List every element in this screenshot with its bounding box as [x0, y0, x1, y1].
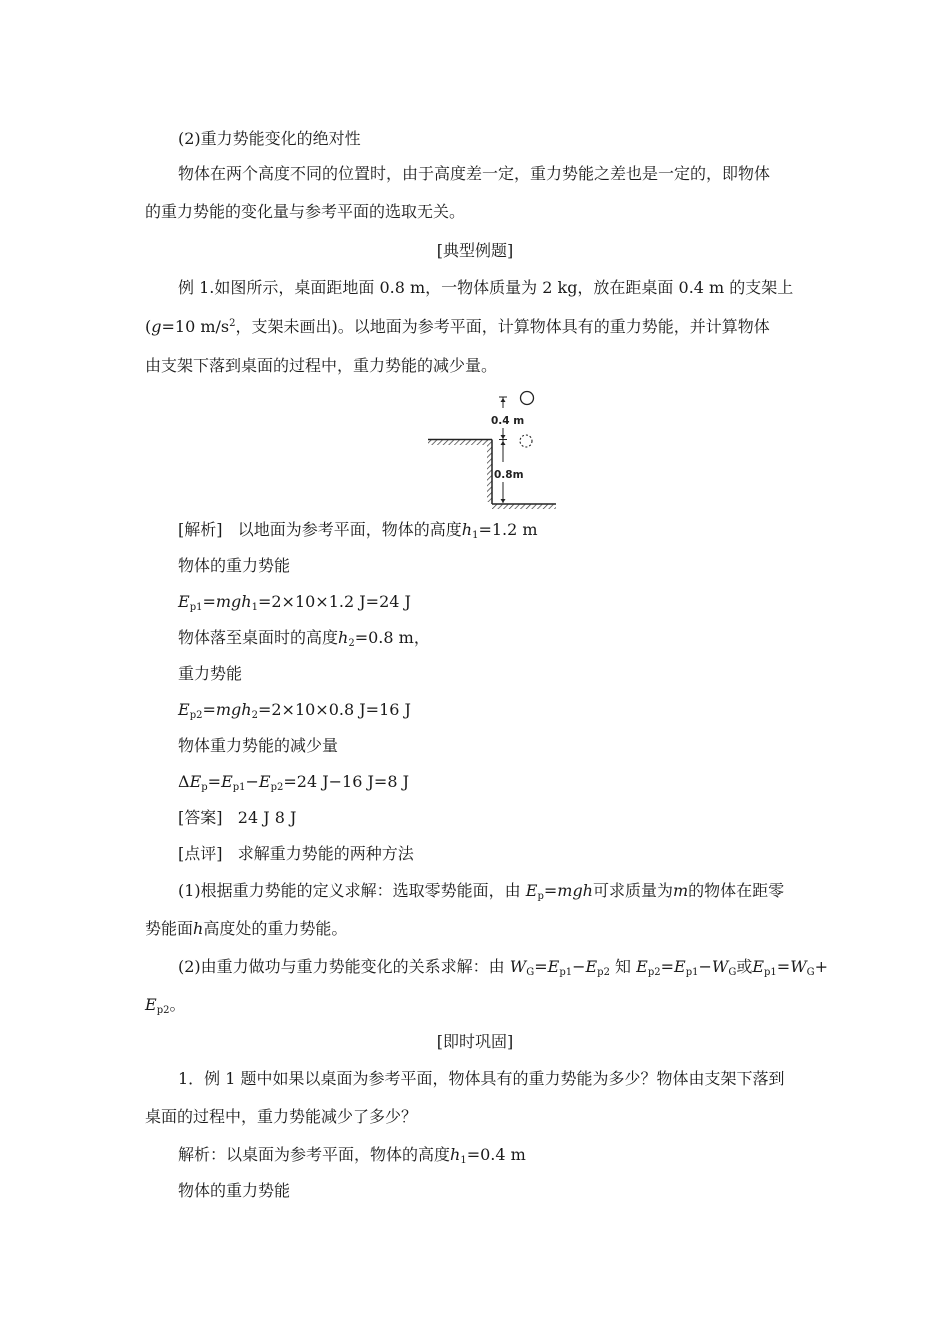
method-1-line — [145, 918, 347, 940]
operator: = — [202, 592, 216, 611]
text-span: 知 — [615, 957, 632, 976]
var-E: E — [525, 881, 538, 900]
var-E: E — [752, 957, 765, 976]
operator: − — [572, 957, 586, 976]
operator: + — [814, 957, 829, 976]
example-header: [典型例题] — [436, 241, 514, 260]
answer-value: 24 J 8 J — [237, 808, 297, 827]
answer-line — [178, 807, 296, 829]
subscript: p1 — [559, 967, 573, 978]
subscript: 1 — [251, 602, 258, 613]
ball-on-support — [521, 392, 534, 405]
text-span: 。 — [169, 995, 186, 1014]
subscript: p — [201, 782, 208, 793]
text-span: 可求质量为 — [592, 881, 673, 900]
formula-line — [178, 699, 411, 721]
var-h: h — [450, 1145, 461, 1164]
var-m: m — [673, 881, 689, 900]
formula-line — [178, 771, 409, 793]
text-span: =10 m/s — [161, 317, 230, 336]
var-h: h — [193, 919, 204, 938]
text-span: (2)由重力做功与重力势能变化的关系求解：由 — [178, 957, 505, 976]
subscript: p — [537, 891, 544, 902]
formula-line — [178, 591, 411, 613]
value-span: =2×10×1.2 J=24 J — [257, 592, 411, 611]
practice-answer-line — [178, 1144, 526, 1166]
var-W: W — [711, 957, 729, 976]
physics-figure — [428, 386, 560, 510]
operator: − — [245, 772, 259, 791]
subscript: 2 — [348, 638, 355, 649]
practice-question-line: 桌面的过程中，重力势能减少了多少？ — [145, 1107, 418, 1126]
text-span: 物体落至桌面时的高度 — [178, 628, 339, 647]
example-question-line: 例 1.如图所示，桌面距地面 0.8 m，一物体质量为 2 kg，放在距桌面 0.4 m 的支架上 — [178, 278, 794, 297]
paragraph-line: 的重力势能的变化量与参考平面的选取无关。 — [145, 202, 466, 221]
subscript: p1 — [764, 967, 777, 978]
arrow-head — [501, 398, 506, 402]
method-2-line — [178, 956, 828, 978]
arrow-head — [501, 435, 506, 439]
delta-symbol: Δ — [178, 772, 190, 791]
operator: = — [534, 957, 548, 976]
var-E: E — [189, 772, 202, 791]
text-span: 高度处的重力势能。 — [203, 919, 348, 938]
var-mgh: mgh — [215, 700, 252, 719]
method-1-line — [178, 880, 784, 902]
text-span: 的物体在距零 — [688, 881, 785, 900]
text-span: 解析：以桌面为参考平面，物体的高度 — [178, 1145, 451, 1164]
value-span: =24 J−16 J=8 J — [283, 772, 409, 791]
subscript: 1 — [460, 1155, 467, 1166]
operator: = — [543, 881, 558, 900]
comment-line — [178, 843, 414, 865]
var-W: W — [790, 957, 807, 976]
analysis-line — [178, 519, 538, 541]
operator: = — [207, 772, 222, 791]
table-hatch — [428, 440, 488, 445]
value-span: =0.8 m， — [354, 628, 430, 647]
comment-title: 求解重力势能的两种方法 — [237, 844, 414, 863]
subscript: G — [526, 967, 535, 978]
method-2-line — [145, 994, 185, 1016]
subscript: p1 — [232, 782, 246, 793]
paragraph-line: 物体在两个高度不同的位置时，由于高度差一定，重力势能之差也是一定的，即物体 — [178, 164, 771, 183]
subscript: G — [728, 967, 737, 978]
text-span: ，支架未画出)。以地面为参考平面，计算物体具有的重力势能，并计算物体 — [235, 317, 770, 336]
example-question-line: (g=10 $m/s^2$，支架未画出)。以地面为参考平面，计算物体具有的重力势能，并计算物体 — [145, 317, 770, 336]
operator: = — [660, 957, 674, 976]
subscript: p2 — [597, 967, 610, 978]
var-E: E — [178, 592, 190, 611]
text-span: 势能面 — [145, 919, 194, 938]
subscript: G — [806, 967, 815, 978]
answer-tag: [答案] — [178, 808, 223, 827]
subscript: p2 — [189, 710, 203, 721]
analysis-line: 物体重力势能的减少量 — [178, 736, 339, 755]
text-span: 或 — [736, 957, 753, 976]
operator: − — [698, 957, 712, 976]
var-E: E — [178, 700, 190, 719]
arrow-head — [501, 499, 506, 503]
arrow-head — [501, 441, 506, 445]
practice-header: [即时巩固] — [436, 1032, 514, 1051]
text-span: (1)根据重力势能的定义求解：选取零势能面，由 — [178, 881, 521, 900]
superscript: 2 — [229, 318, 236, 329]
comment-tag: [点评] — [178, 844, 223, 863]
var-mgh: mgh — [215, 592, 252, 611]
analysis-line — [178, 627, 430, 649]
ground-hatch — [492, 504, 556, 509]
practice-question-line: 1．例 1 题中如果以桌面为参考平面，物体具有的重力势能为多少？物体由支架下落到 — [178, 1069, 785, 1088]
var-g: g — [151, 317, 162, 336]
var-h: h — [338, 628, 349, 647]
subscript: p1 — [189, 602, 203, 613]
var-E: E — [145, 995, 157, 1014]
ball-on-table-dashed — [520, 435, 532, 447]
label-0-8m: 0.8m — [494, 469, 524, 481]
value-span: =0.4 m — [466, 1145, 526, 1164]
subscript: 2 — [251, 710, 258, 721]
var-E: E — [547, 957, 560, 976]
example-question-line: 由支架下落到桌面的过程中，重力势能的减少量。 — [145, 356, 498, 375]
var-W: W — [509, 957, 527, 976]
subscript: p2 — [647, 967, 661, 978]
operator: = — [202, 700, 216, 719]
var-E: E — [258, 772, 271, 791]
text-span: 以地面为参考平面，物体的高度 — [237, 520, 462, 539]
var-E: E — [636, 957, 648, 976]
var-h: h — [461, 520, 473, 539]
var-E: E — [585, 957, 598, 976]
subscript: p2 — [270, 782, 284, 793]
value-span: =2×10×0.8 J=16 J — [257, 700, 411, 719]
analysis-line: 重力势能 — [178, 664, 243, 683]
analysis-line: 物体的重力势能 — [178, 556, 291, 575]
section-heading: (2)重力势能变化的绝对性 — [178, 129, 361, 148]
var-mgh: mgh — [557, 881, 593, 900]
subscript: 1 — [472, 530, 479, 541]
practice-answer-line: 物体的重力势能 — [178, 1181, 291, 1200]
subscript: p1 — [685, 967, 699, 978]
subscript: p2 — [156, 1005, 170, 1016]
label-0-4m: 0.4 m — [491, 415, 525, 427]
operator: = — [776, 957, 791, 976]
value-span: =1.2 m — [478, 520, 538, 539]
var-E: E — [674, 957, 686, 976]
analysis-tag: [解析] — [178, 520, 223, 539]
var-E: E — [221, 772, 233, 791]
